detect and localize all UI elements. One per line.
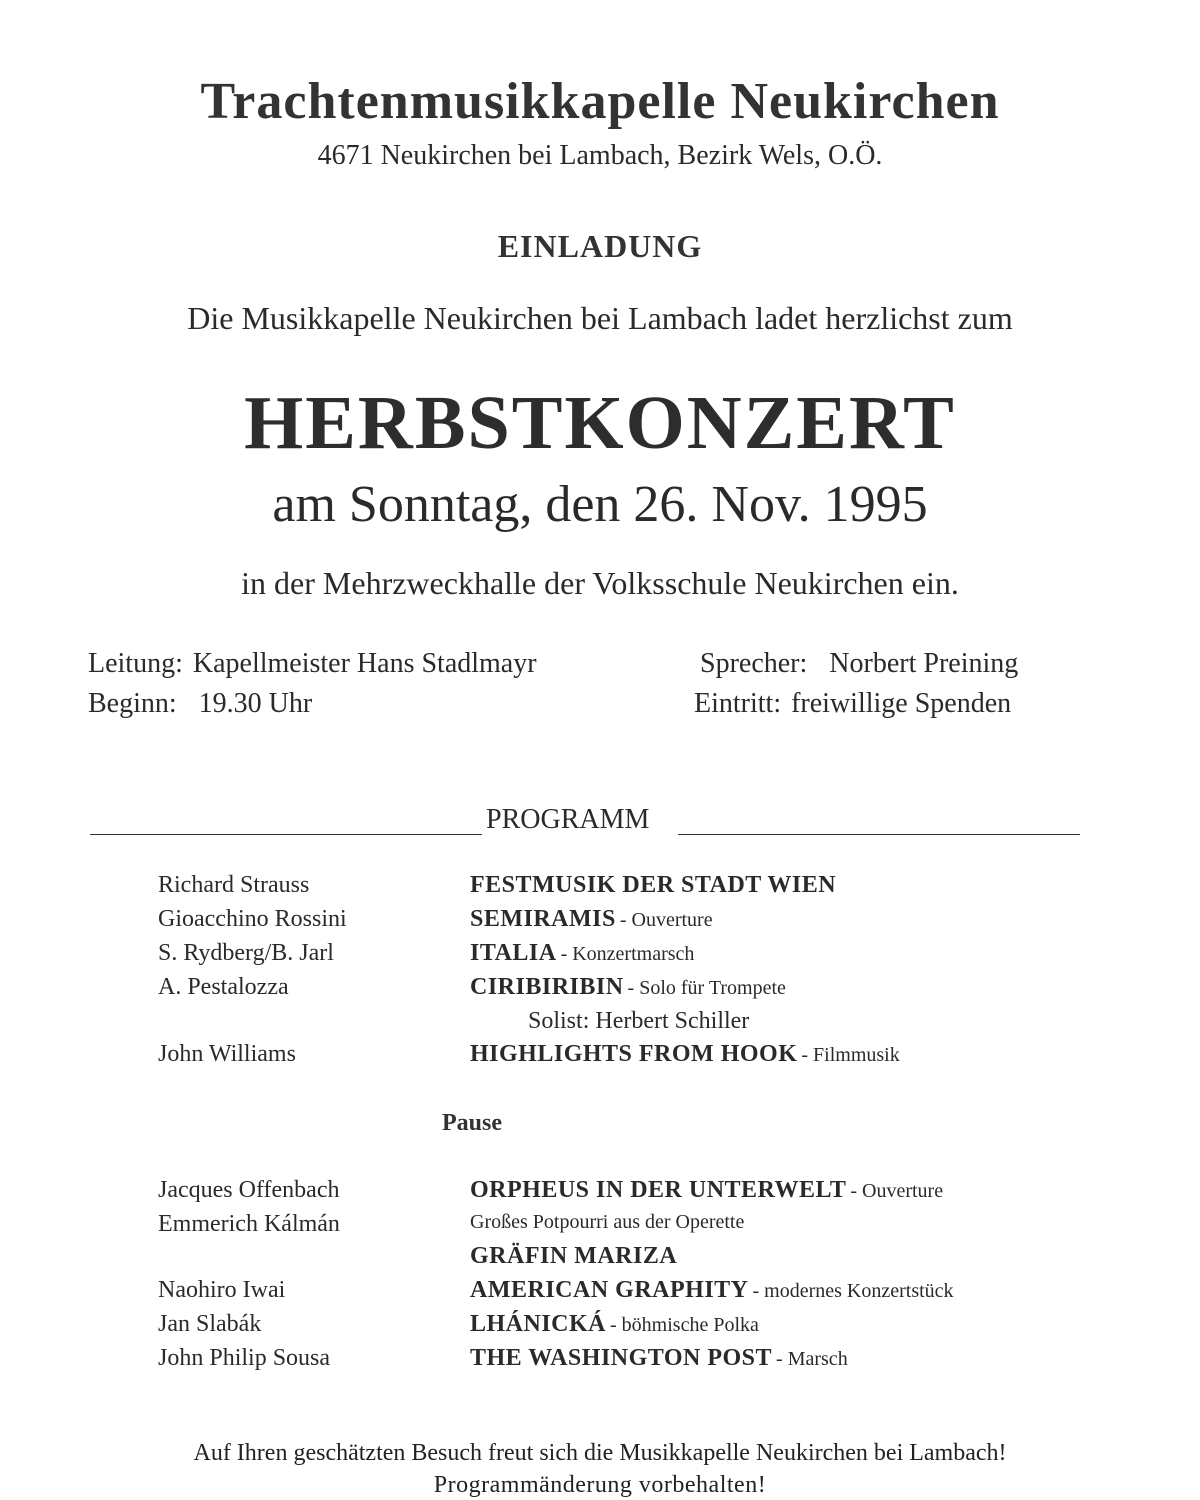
program-work	[470, 940, 694, 967]
work-title: SEMIRAMIS	[470, 906, 616, 932]
program-composer: Jan Slabák	[158, 1311, 262, 1337]
work-title: ITALIA	[470, 940, 557, 966]
eintritt-label: Eintritt:	[694, 688, 782, 719]
organization-name: Trachtenmusikkapelle Neukirchen	[200, 73, 1000, 130]
beginn-label: Beginn:	[88, 688, 177, 719]
footer-greeting: Auf Ihren geschätzten Besuch freut sich die Musikkapelle Neukirchen bei Lambach!	[193, 1440, 1007, 1466]
program-row	[0, 872, 1200, 906]
program-composer: John Williams	[158, 1041, 296, 1067]
work-note: - Marsch	[776, 1348, 848, 1370]
program-work	[470, 1311, 759, 1338]
work-note: - böhmische Polka	[610, 1314, 759, 1336]
leitung-value: Kapellmeister Hans Stadlmayr	[192, 648, 537, 679]
program-row	[0, 1277, 1200, 1311]
work-title: AMERICAN GRAPHITY	[470, 1277, 749, 1303]
program-composer: Gioacchino Rossini	[158, 906, 347, 932]
program-row	[0, 1311, 1200, 1345]
work-title: HIGHLIGHTS FROM HOOK	[470, 1041, 798, 1067]
work-note: - Solo für Trompete	[627, 977, 786, 999]
work-note: - modernes Konzertstück	[752, 1280, 954, 1302]
footer-disclaimer: Programmänderung vorbehalten!	[433, 1472, 767, 1498]
concert-title: HERBSTKONZERT	[244, 381, 956, 465]
program-work	[470, 974, 786, 1001]
eintritt-value: freiwillige Spenden	[791, 688, 1012, 719]
program-composer: A. Pestalozza	[158, 974, 289, 1000]
pause-label: Pause	[442, 1110, 502, 1136]
invitation-intro: Die Musikkapelle Neukirchen bei Lambach ladet herzlichst zum	[187, 300, 1013, 336]
leitung-label: Leitung:	[88, 648, 183, 679]
work-description: Großes Potpourri aus der Operette	[470, 1211, 745, 1233]
program-row	[0, 1345, 1200, 1379]
invitation-heading: EINLADUNG	[497, 228, 703, 264]
work-title: GRÄFIN MARIZA	[470, 1243, 678, 1269]
work-title: ORPHEUS IN DER UNTERWELT	[470, 1177, 847, 1203]
sprecher-value: Norbert Preining	[829, 648, 1019, 679]
program-heading: PROGRAMM	[486, 804, 650, 835]
work-note: - Filmmusik	[801, 1044, 900, 1066]
eintritt-line	[694, 688, 1011, 720]
beginn-line	[88, 688, 312, 720]
program-work	[470, 1277, 954, 1304]
program-composer: Naohiro Iwai	[158, 1277, 286, 1303]
work-title: FESTMUSIK DER STADT WIEN	[470, 872, 837, 898]
program-row	[0, 1041, 1200, 1075]
work-title: LHÁNICKÁ	[470, 1311, 607, 1337]
program-row	[0, 940, 1200, 974]
program-row	[0, 1177, 1200, 1211]
concert-date: am Sonntag, den 26. Nov. 1995	[272, 476, 928, 533]
sprecher-line	[700, 648, 1018, 680]
program-row	[0, 974, 1200, 1008]
program-divider-left	[90, 834, 482, 835]
program-row	[0, 906, 1200, 940]
program-work	[470, 906, 713, 933]
program-work	[470, 1211, 744, 1234]
program-work	[470, 872, 836, 899]
beginn-value: 19.30 Uhr	[198, 688, 313, 719]
soloist-line: Solist: Herbert Schiller	[528, 1008, 750, 1034]
work-title: CIRIBIRIBIN	[470, 974, 624, 1000]
program-row	[0, 1211, 1200, 1245]
program-work	[470, 1177, 943, 1204]
sprecher-label: Sprecher:	[700, 648, 808, 679]
program-composer: Emmerich Kálmán	[158, 1211, 340, 1237]
concert-venue: in der Mehrzweckhalle der Volksschule Neukirchen ein.	[241, 565, 959, 601]
program-composer: John Philip Sousa	[158, 1345, 331, 1371]
program-divider-right	[678, 834, 1080, 835]
program-work	[470, 1041, 900, 1068]
work-title: THE WASHINGTON POST	[470, 1345, 773, 1371]
work-note: - Konzertmarsch	[560, 943, 695, 965]
soloist-row	[0, 1008, 1200, 1042]
work-note: - Ouverture	[850, 1180, 944, 1202]
organization-address: 4671 Neukirchen bei Lambach, Bezirk Wels, O.Ö.	[317, 140, 883, 171]
program-composer: Richard Strauss	[158, 872, 310, 898]
program-composer: S. Rydberg/B. Jarl	[158, 940, 334, 966]
program-row	[0, 1243, 1200, 1277]
program-composer: Jacques Offenbach	[158, 1177, 340, 1203]
work-note: - Ouverture	[619, 909, 713, 931]
leitung-line	[88, 648, 537, 680]
program-work	[470, 1345, 848, 1372]
program-work	[470, 1243, 677, 1270]
